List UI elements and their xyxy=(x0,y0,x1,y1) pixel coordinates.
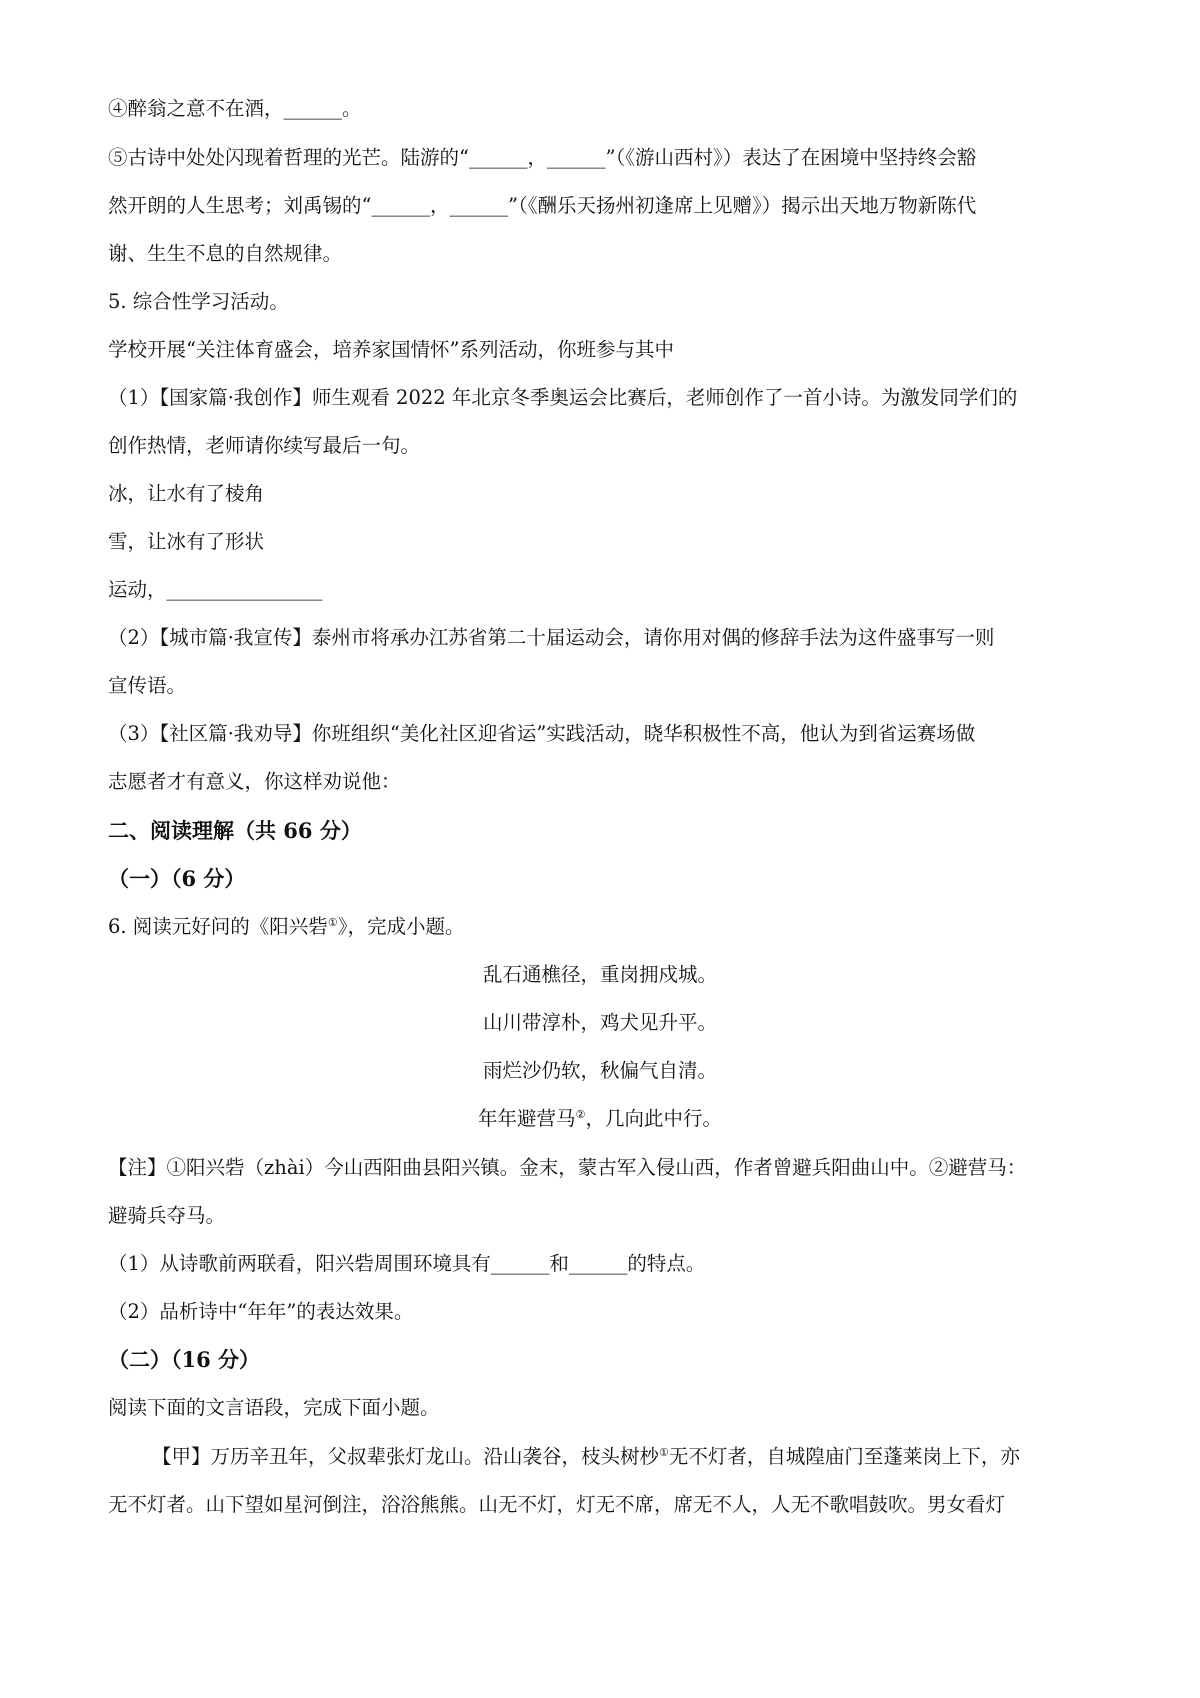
classical-line xyxy=(152,1444,1020,1470)
q6-title xyxy=(108,914,464,940)
poem-line: 山川带淳朴，鸡犬见升平。 xyxy=(482,1011,717,1034)
q5-2a: （2）【城市篇·我宣传】泰州市将承办江苏省第二十届运动会，请你用对偶的修辞手法为这件盛事写一则 xyxy=(108,626,995,649)
poem-3: 运动，________________ xyxy=(108,578,323,601)
q4-line-5c: 谢、生生不息的自然规律。 xyxy=(108,242,343,265)
q5-title: 5. 综合性学习活动。 xyxy=(108,290,289,313)
q5-2b: 宣传语。 xyxy=(108,674,187,697)
note-line: 避骑兵夺马。 xyxy=(108,1204,226,1227)
q5-1b: 创作热情，老师请你续写最后一句。 xyxy=(108,434,421,457)
poem-line-text: 年年避营马 xyxy=(478,1107,576,1130)
poem-line: 乱石通樵径，重岗拥戍城。 xyxy=(482,963,717,986)
note-line: （2）品析诗中“年年”的表达效果。 xyxy=(108,1300,414,1323)
poem-1: 冰，让水有了棱角 xyxy=(108,482,265,505)
poem-line-text-end: ，几向此中行。 xyxy=(585,1107,722,1130)
classical-line-text-end: 无不灯者，自城隍庙门至蓬莱岗上下，亦 xyxy=(668,1445,1020,1468)
q5-3a: （3）【社区篇·我劝导】你班组织“美化社区迎省运”实践活动，晓华积极性不高，他认为到省运赛场做 xyxy=(108,722,976,745)
note-line: 【注】①阳兴砦（zhài）今山西阳曲县阳兴镇。金末，蒙古军入侵山西，作者曾避兵阳曲山中。②避营马： xyxy=(108,1156,1027,1179)
footnote-mark: ① xyxy=(659,1446,669,1459)
poem-2: 雪，让冰有了形状 xyxy=(108,530,265,553)
q5-3b: 志愿者才有意义，你这样劝说他： xyxy=(108,770,401,793)
footnote-mark: ① xyxy=(327,916,338,929)
footnote-mark: ② xyxy=(575,1108,586,1121)
note-line: （1）从诗歌前两联看，阳兴砦周围环境具有______和______的特点。 xyxy=(108,1252,706,1275)
q4-line-4: ④醉翁之意不在酒，______。 xyxy=(108,97,362,120)
part-heading-1: （一）（6 分） xyxy=(108,866,246,891)
q4-line-5a: ⑤古诗中处处闪现着哲理的光芒。陆游的“______，______”（《游山西村》）表达了在困境中坚持终会豁 xyxy=(108,146,977,169)
q5-1a: （1）【国家篇·我创作】师生观看 2022 年北京冬季奥运会比赛后，老师创作了一首小诗。为激发同学们的 xyxy=(108,386,1018,409)
section-heading-reading: 二、阅读理解（共 66 分） xyxy=(108,818,362,843)
part-heading-2: （二）（16 分） xyxy=(108,1347,261,1372)
classical-line: 阅读下面的文言语段，完成下面小题。 xyxy=(108,1396,440,1419)
q6-title-text: 6. 阅读元好问的《阳兴砦 xyxy=(108,915,328,938)
q4-line-5b: 然开朗的人生思考；刘禹锡的“______，______”（《酬乐天扬州初逢席上见赠》）揭示出天地万物新陈代 xyxy=(108,194,977,217)
poem-line: 雨烂沙仍软，秋偏气自清。 xyxy=(482,1059,717,1082)
q6-title-text-end: 》，完成小题。 xyxy=(337,915,465,938)
classical-line-text: 【甲】万历辛丑年，父叔辈张灯龙山。沿山袭谷，枝头树杪 xyxy=(152,1445,660,1468)
poem-line xyxy=(0,1106,1200,1132)
q5-intro: 学校开展“关注体育盛会，培养家国情怀”系列活动，你班参与其中 xyxy=(108,338,674,361)
classical-line: 无不灯者。山下望如星河倒注，浴浴熊熊。山无不灯，灯无不席，席无不人，人无不歌唱鼓吹。男女看灯 xyxy=(108,1493,1006,1516)
